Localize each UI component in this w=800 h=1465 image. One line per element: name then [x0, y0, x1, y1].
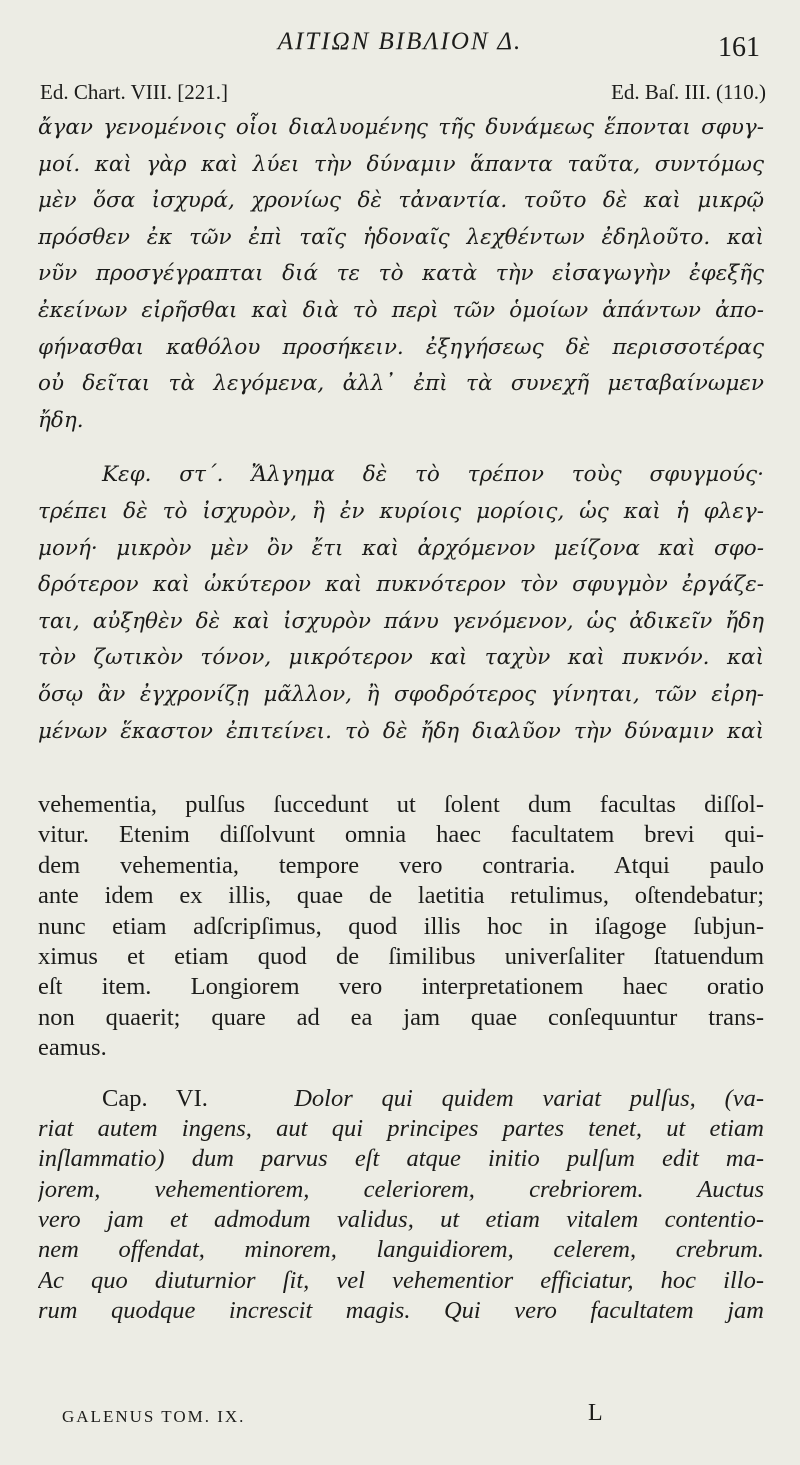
text-line: non quaerit; quare ad ea jam quae conſequuntur trans- [38, 1003, 764, 1031]
text-line: φήνασθαι καθόλου προσήκειν. ἐξηγήσεως δὲ περισσοτέρας [38, 334, 764, 360]
text-line: Κεφ. στ΄. Ἄλγημα δὲ τὸ τρέπον τοὺς σφυγμούς· [102, 462, 764, 488]
text-line: riat autem ingens, aut qui principes partes tenet, ut etiam [38, 1114, 764, 1142]
text-line: dem vehementia, tempore vero contraria. Atqui paulo [38, 851, 764, 879]
text-line: nunc etiam adſcripſimus, quod illis hoc in iſagoge ſubjun- [38, 912, 764, 940]
text-line: ται, αὐξηθὲν δὲ καὶ ἰσχυρὸν πάνυ γενόμενον, ὡς ἀδικεῖν ἤδη [38, 608, 764, 634]
edition-reference-right: Ed. Baſ. III. (110.) [611, 80, 766, 104]
footer-sheet-mark: L [588, 1400, 603, 1426]
text-line: inſlammatio) dum parvus eſt atque initio pulſum edit ma- [38, 1145, 764, 1173]
text-line: ὅσῳ ἂν ἐγχρονίζῃ μᾶλλον, ἢ σφοδρότερος γίνηται, τῶν εἰρη- [38, 681, 764, 707]
edition-reference-left: Ed. Chart. VIII. [221.] [40, 80, 228, 104]
page-number: 161 [718, 32, 760, 63]
text-line: οὐ δεῖται τὰ λεγόμενα, ἀλλ᾽ ἐπὶ τὰ συνεχῆ μεταβαίνωμεν [38, 371, 764, 397]
text-line: πρόσθεν ἐκ τῶν ἐπὶ ταῖς ἡδοναῖς λεχθέντων ἐδηλοῦτο. καὶ [38, 224, 764, 250]
text-line: rum quodque increscit magis. Qui vero facultatem jam [38, 1297, 764, 1325]
text-line: ximus et etiam quod de ſimilibus univerſaliter ſtatuendum [38, 942, 764, 970]
running-title: ΑΙΤΙΩΝ ΒΙΒΛΙΟΝ Δ. [277, 28, 523, 55]
footer-signature: GALENUS TOM. IX. [62, 1407, 246, 1426]
text-line: μὲν ὅσα ἰσχυρά, χρονίως δὲ τἀναντία. τοῦτο δὲ καὶ μικρῷ [38, 188, 764, 214]
text-line: ἤδη. [38, 407, 84, 433]
text-line: μένων ἕκαστον ἐπιτείνει. τὸ δὲ ἤδη διαλῦον τὴν δύναμιν καὶ [38, 718, 764, 744]
text-line: vitur. Etenim diſſolvunt omnia haec facultatem brevi qui- [38, 821, 764, 849]
latin-paragraph-1 [38, 790, 764, 1064]
greek-text-block [38, 110, 764, 750]
greek-paragraph-1 [38, 110, 764, 439]
chapter-first-line: Dolor qui quidem variat pulſus, (va- [294, 1084, 764, 1112]
text-line: μοί. καὶ γὰρ καὶ λύει τὴν δύναμιν ἅπαντα ταῦτα, συντόμως [38, 151, 764, 177]
text-line: vehementia, pulſus ſuccedunt ut ſolent dum facultas diſſol- [38, 791, 764, 818]
text-line: τὸν ζωτικὸν τόνον, μικρότερον καὶ ταχὺν καὶ πυκνόν. καὶ [38, 645, 764, 671]
text-line: vero jam et admodum validus, ut etiam vitalem contentio- [38, 1206, 764, 1234]
text-line: ἄγαν γενομένοις οἷοι διαλυομένης τῆς δυνάμεως ἕπονται σφυγ- [38, 115, 764, 140]
text-line: ante idem ex illis, quae de laetitia retulimus, oſtendebatur; [38, 882, 764, 910]
greek-paragraph-2 [38, 457, 764, 750]
chapter-heading: Cap. VI. [102, 1084, 208, 1112]
latin-text-block [38, 790, 764, 1327]
text-line: δρότερον καὶ ὠκύτερον καὶ πυκνότερον τὸν σφυγμὸν ἐργάζε- [38, 572, 764, 598]
text-line: eamus. [38, 1034, 107, 1062]
text-line: Ac quo diuturnior ſit, vel vehementior efficiatur, hoc illo- [38, 1266, 764, 1294]
text-line: eſt item. Longiorem vero interpretationem haec oratio [38, 973, 764, 1001]
latin-paragraph-2 [38, 1084, 764, 1327]
text-line [38, 1084, 764, 1114]
text-line: νῦν προσγέγραπται διά τε τὸ κατὰ τὴν εἰσαγωγὴν ἐφεξῆς [38, 261, 764, 287]
text-line: μονή· μικρὸν μὲν ὂν ἔτι καὶ ἀρχόμενον μείζονα καὶ σφο- [38, 535, 764, 561]
text-line: jorem, vehementiorem, celeriorem, crebriorem. Auctus [38, 1175, 764, 1203]
text-line: τρέπει δὲ τὸ ἰσχυρὸν, ἢ ἐν κυρίοις μορίοις, ὡς καὶ ἡ φλεγ- [38, 498, 764, 524]
text-line: ἐκείνων εἰρῆσθαι καὶ διὰ τὸ περὶ τῶν ὁμοίων ἁπάντων ἀπο- [38, 297, 764, 323]
text-line: nem offendat, minorem, languidiorem, celerem, crebrum. [38, 1236, 764, 1264]
